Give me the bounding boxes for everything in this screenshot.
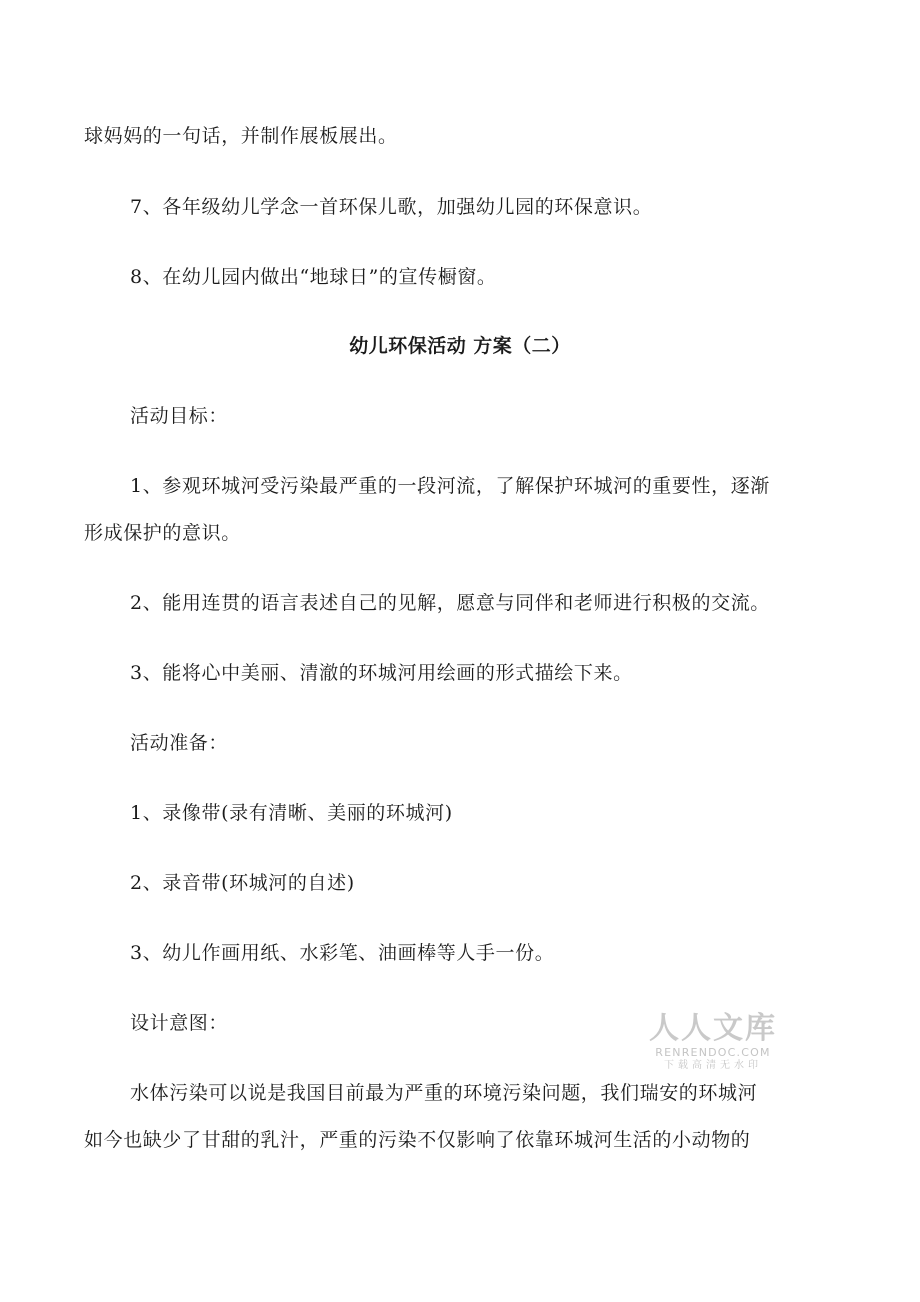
paragraph-line: 1、录像带(录有清晰、美丽的环城河) xyxy=(130,802,453,824)
section-heading: 活动准备： xyxy=(130,732,229,754)
section-heading: 设计意图： xyxy=(130,1012,229,1034)
paragraph-line: 7、各年级幼儿学念一首环保儿歌，加强幼儿园的环保意识。 xyxy=(130,196,653,218)
watermark-logo xyxy=(648,1012,778,1072)
paragraph-line: 如今也缺少了甘甜的乳汁，严重的污染不仅影响了依靠环城河生活的小动物的 xyxy=(84,1129,751,1151)
watermark-subtitle: 下载高清无水印 xyxy=(664,1060,762,1071)
section-heading: 活动目标： xyxy=(130,405,229,427)
paragraph-line: 2、录音带(环城河的自述) xyxy=(130,872,355,894)
paragraph-line: 8、在幼儿园内做出“地球日”的宣传橱窗。 xyxy=(130,266,497,288)
paragraph-line: 2、能用连贯的语言表述自己的见解，愿意与同伴和老师进行积极的交流。 xyxy=(130,592,770,614)
paragraph-line: 1、参观环城河受污染最严重的一段河流，了解保护环城河的重要性，逐渐 xyxy=(130,475,770,497)
paragraph-line: 水体污染可以说是我国目前最为严重的环境污染问题，我们瑞安的环城河 xyxy=(130,1082,758,1104)
watermark-title: 人人文库 xyxy=(649,1011,777,1046)
section-title: 幼儿环保活动 方案（二） xyxy=(349,335,571,357)
paragraph-line: 球妈妈的一句话，并制作展板展出。 xyxy=(84,125,398,147)
paragraph-line: 3、幼儿作画用纸、水彩笔、油画棒等人手一份。 xyxy=(130,942,555,964)
watermark-url: RENRENDOC.COM xyxy=(655,1046,771,1059)
paragraph-line: 形成保护的意识。 xyxy=(84,522,241,544)
paragraph-line: 3、能将心中美丽、清澈的环城河用绘画的形式描绘下来。 xyxy=(130,662,633,684)
